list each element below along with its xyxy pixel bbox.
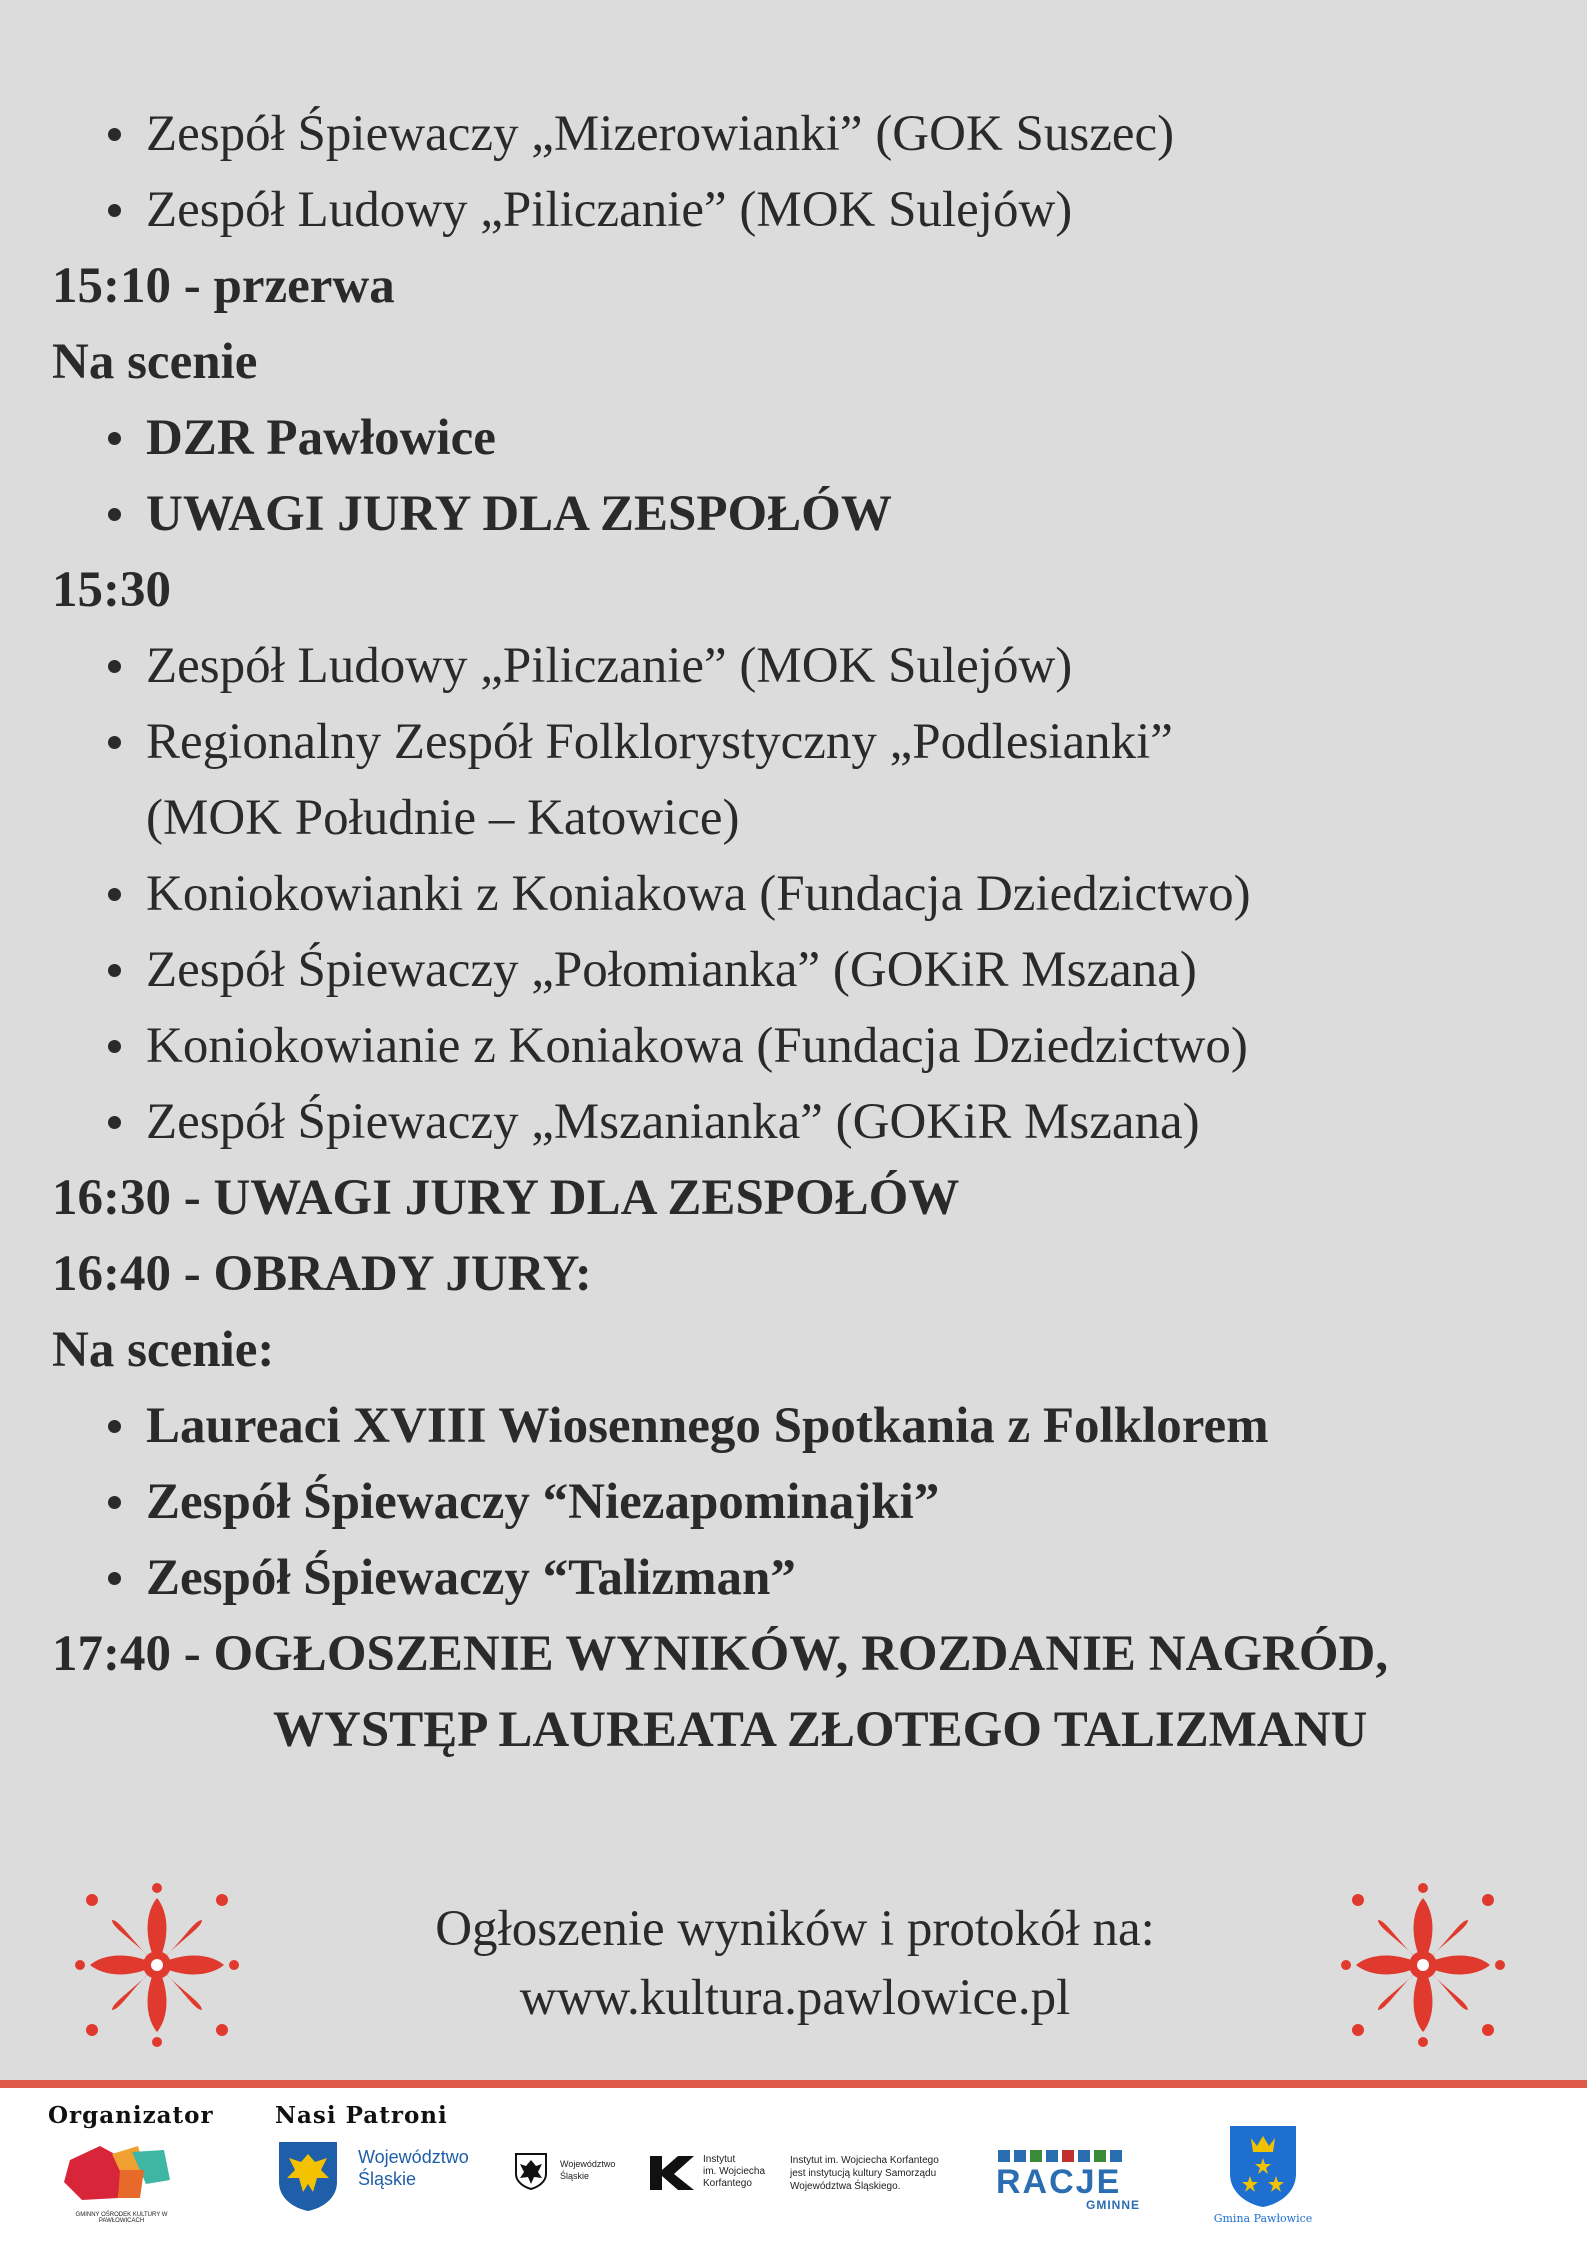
ik-desc-line-1: Instytut im. Wojciecha Korfantego <box>790 2155 939 2166</box>
gok-pawlowice-logo-icon[interactable] <box>60 2140 180 2210</box>
list-item <box>52 1464 1552 1540</box>
list-item <box>52 1540 1552 1616</box>
gmina-pawlowice-crest-icon[interactable] <box>1228 2124 1298 2208</box>
bullet-icon <box>108 1572 121 1585</box>
results-heading: 17:40 - OGŁOSZENIE WYNIKÓW, ROZDANIE NAGRÓD, <box>52 1626 1389 1682</box>
bullet-icon <box>108 1496 121 1509</box>
folk-flower-ornament-icon <box>1338 1880 1508 2050</box>
bullet-icon <box>108 508 121 521</box>
voivodeship-name <box>358 2146 469 2190</box>
bullet-icon <box>108 1420 121 1433</box>
silesia-coat-of-arms-icon <box>277 2140 339 2212</box>
korfanty-institute-logo-icon <box>648 2154 696 2192</box>
list-item <box>52 400 1552 476</box>
organizer-label: Organizator <box>48 2102 214 2129</box>
gmina-name: Gmina Pawłowice <box>1213 2212 1313 2225</box>
crest-icon <box>1062 2150 1074 2162</box>
bullet-icon <box>108 128 121 141</box>
crest-icon <box>1046 2150 1058 2162</box>
voivodeship-small <box>560 2158 615 2182</box>
voivodeship-small-line-2: Śląskie <box>560 2171 590 2181</box>
break-heading: 15:10 - przerwa <box>52 258 395 314</box>
crest-icon <box>1110 2150 1122 2162</box>
ik-desc-line-2: jest instytucją kultury Samorządu <box>790 2168 937 2179</box>
item-text: UWAGI JURY DLA ZESPOŁÓW <box>146 486 892 542</box>
folk-flower-ornament-icon <box>72 1880 242 2050</box>
gok-text: GMINNY OŚRODEK KULTURY W PAWŁOWICACH <box>75 2212 168 2224</box>
item-text: DZR Pawłowice <box>146 410 496 466</box>
item-text: Zespół Śpiewaczy “Talizman” <box>146 1550 796 1606</box>
bullet-icon <box>108 660 121 673</box>
item-text: Koniokowianki z Koniakowa (Fundacja Dziedzictwo) <box>146 866 1251 922</box>
results-info <box>280 1895 1310 2033</box>
footer <box>0 2088 1587 2245</box>
bullet-icon <box>108 204 121 217</box>
item-text: Zespół Śpiewaczy “Niezapominajki” <box>146 1474 940 1530</box>
item-text: Zespół Śpiewaczy „Mszanianka” (GOKiR Mszana) <box>146 1094 1200 1150</box>
jury-deliberation-heading: 16:40 - OBRADY JURY: <box>52 1246 592 1302</box>
item-text: Koniokowianie z Koniakowa (Fundacja Dziedzictwo) <box>146 1018 1248 1074</box>
results-heading-continuation: WYSTĘP LAUREATA ZŁOTEGO TALIZMANU <box>273 1702 1368 1758</box>
list-item <box>52 172 1552 248</box>
voivodeship-small-line-1: Województwo <box>560 2159 616 2169</box>
list-item <box>52 932 1552 1008</box>
crest-icon <box>1014 2150 1026 2162</box>
crest-icon <box>1030 2150 1042 2162</box>
item-text: Zespół Śpiewaczy „Mizerowianki” (GOK Suszec) <box>146 106 1175 162</box>
bullet-icon <box>108 1040 121 1053</box>
list-item <box>52 628 1552 704</box>
time-heading: 15:30 <box>52 562 171 618</box>
list-item <box>52 704 1552 780</box>
racje-subtitle: GMINNE <box>1086 2198 1140 2212</box>
patrons-label: Nasi Patroni <box>275 2102 448 2129</box>
list-item <box>52 856 1552 932</box>
voivodeship-line-2: Śląskie <box>358 2169 417 2189</box>
ik-line-2: im. Wojciecha <box>703 2166 766 2177</box>
website-link[interactable]: www.kultura.pawlowice.pl <box>519 1970 1071 2026</box>
list-item <box>52 476 1552 552</box>
ik-line-1: Instytut <box>703 2154 736 2165</box>
list-item <box>52 1388 1552 1464</box>
bullet-icon <box>108 736 121 749</box>
ik-desc-line-3: Województwa Śląskiego. <box>790 2181 901 2192</box>
list-item <box>52 1008 1552 1084</box>
list-item <box>52 1084 1552 1160</box>
eagle-crest-icon <box>514 2152 548 2190</box>
item-text: Zespół Ludowy „Piliczanie” (MOK Sulejów) <box>146 638 1073 694</box>
item-text: Zespół Ludowy „Piliczanie” (MOK Sulejów) <box>146 182 1073 238</box>
crest-icon <box>1094 2150 1106 2162</box>
racje-crests-row <box>998 2150 1158 2162</box>
program <box>52 96 1552 1768</box>
on-stage-heading: Na scenie: <box>52 1322 275 1378</box>
bullet-icon <box>108 432 121 445</box>
voivodeship-line-1: Województwo <box>358 2147 469 2167</box>
info-line: Ogłoszenie wyników i protokół na: <box>435 1901 1155 1957</box>
bullet-icon <box>108 888 121 901</box>
korfanty-institute-description <box>790 2154 939 2193</box>
bullet-icon <box>108 1116 121 1129</box>
bullet-icon <box>108 964 121 977</box>
jury-notes-heading: 16:30 - UWAGI JURY DLA ZESPOŁÓW <box>52 1170 960 1226</box>
crest-icon <box>1078 2150 1090 2162</box>
list-item <box>52 96 1552 172</box>
ik-line-3: Korfantego <box>703 2178 752 2189</box>
item-text: Regionalny Zespół Folklorystyczny „Podlesianki” <box>146 714 1173 770</box>
list-item-continuation: (MOK Południe – Katowice) <box>146 790 740 846</box>
footer-accent-bar <box>0 2080 1587 2088</box>
on-stage-heading: Na scenie <box>52 334 258 390</box>
crest-icon <box>998 2150 1010 2162</box>
korfanty-institute-name <box>703 2154 765 2190</box>
racje-title: RACJE <box>996 2163 1122 2201</box>
item-text: Laureaci XVIII Wiosennego Spotkania z Folklorem <box>146 1398 1269 1454</box>
item-text: Zespół Śpiewaczy „Połomianka” (GOKiR Mszana) <box>146 942 1197 998</box>
